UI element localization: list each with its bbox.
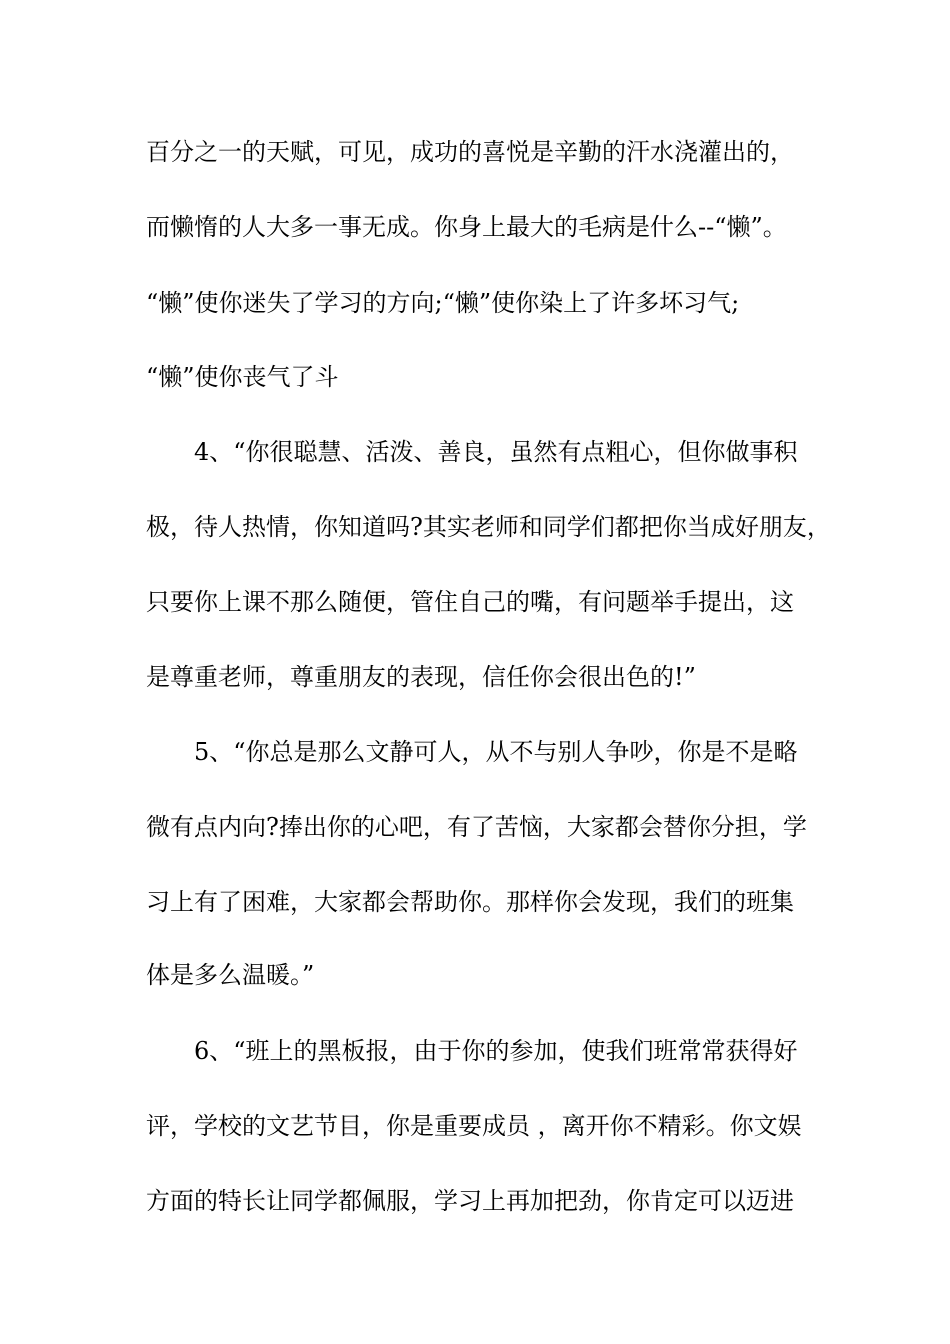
text-line: 方面的特长让同学都佩服，学习上再加把劲，你肯定可以迈进: [146, 1187, 794, 1215]
text-line: 百分之一的天赋，可见，成功的喜悦是辛勤的汗水浇灌出的，: [146, 138, 794, 166]
paragraph-6-first-line: 6、“班上的黑板报，由于你的参加，使我们班常常获得好: [194, 1037, 798, 1065]
text-line: 是尊重老师，尊重朋友的表现，信任你会很出色的!”: [146, 663, 696, 691]
text-line: 而懒惰的人大多一事无成。你身上最大的毛病是什么--“懒”。: [146, 213, 787, 241]
text-line: 体是多么温暖。”: [146, 961, 315, 989]
text-line: 习上有了困难，大家都会帮助你。那样你会发现，我们的班集: [146, 888, 794, 916]
text-line: 极，待人热情，你知道吗?其实老师和同学们都把你当成好朋友，: [146, 513, 831, 541]
text-line: 微有点内向?捧出你的心吧，有了苦恼，大家都会替你分担，学: [146, 813, 807, 841]
text-line: “懒”使你迷失了学习的方向;“懒”使你染上了许多坏习气;: [146, 289, 740, 317]
text-line: 只要你上课不那么随便，管住自己的嘴，有问题举手提出，这: [146, 588, 794, 616]
text-line: 评，学校的文艺节目，你是重要成员 ，离开你不精彩。你文娱: [146, 1112, 802, 1140]
text-line: “懒”使你丧气了斗: [146, 363, 339, 391]
paragraph-5-first-line: 5、“你总是那么文静可人，从不与别人争吵，你是不是略: [194, 738, 798, 766]
paragraph-4-first-line: 4、“你很聪慧、活泼、善良，虽然有点粗心，但你做事积: [194, 438, 798, 466]
